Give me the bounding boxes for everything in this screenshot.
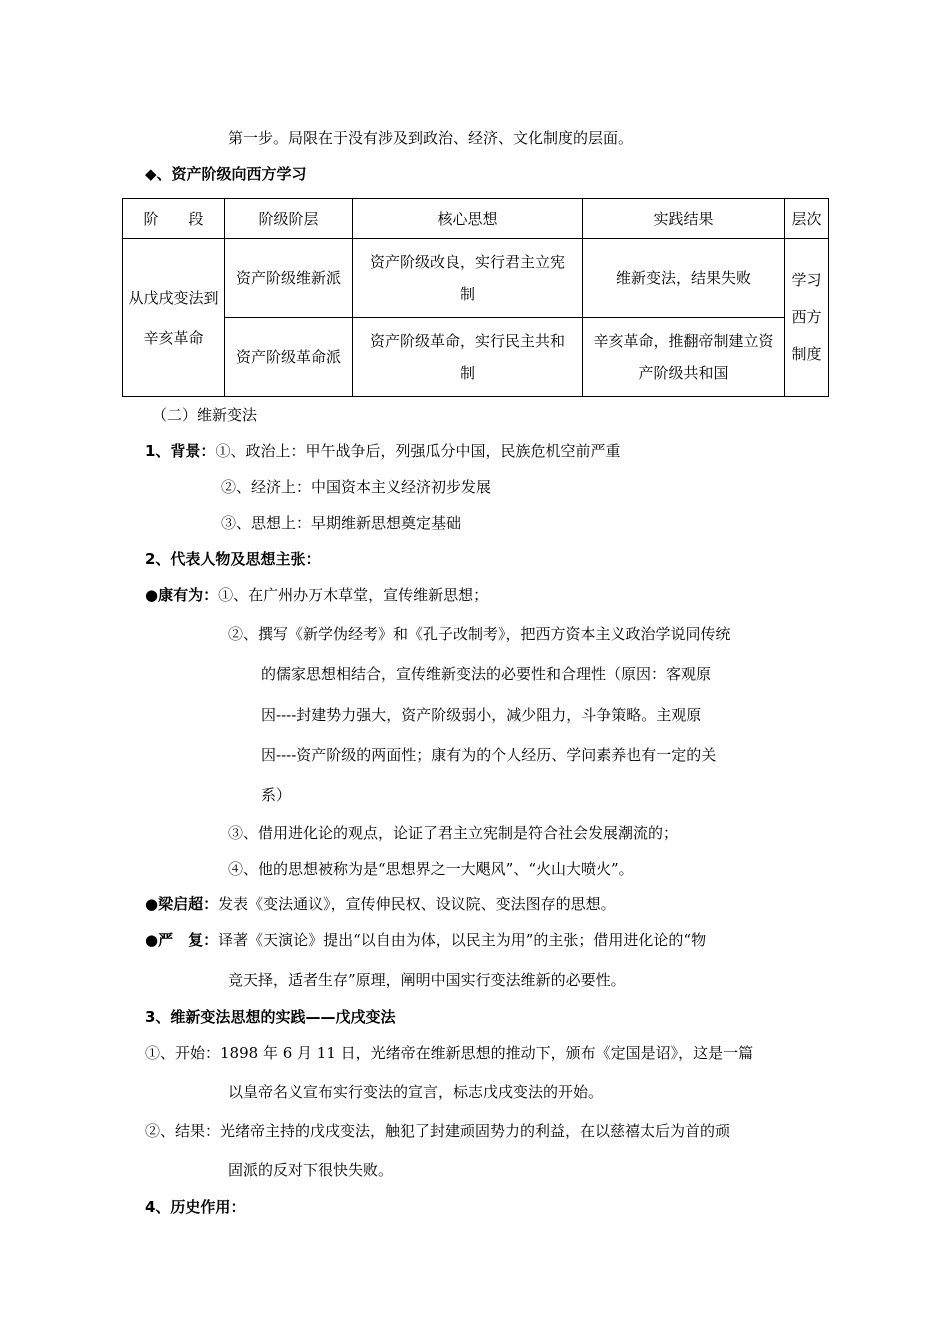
- idea-line: 制: [459, 364, 475, 382]
- liang-text: 发表《变法通议》，宣传伸民权、设议院、变法图存的思想。: [218, 895, 616, 913]
- yan-text-cont: 竞天择，适者生存”原理，阐明中国实行变法维新的必要性。: [228, 971, 626, 989]
- kang-item-cont: 因----封建势力强大，资产阶级弱小，减少阻力，斗争策略。主观原: [261, 706, 702, 724]
- cell-result: [583, 318, 785, 397]
- cell-level: [785, 239, 829, 397]
- yan-label: ●严 复：: [145, 931, 219, 949]
- cell-stage: [123, 239, 225, 397]
- cell-result: 维新变法，结果失败: [583, 239, 785, 318]
- kang-item-cont: 系）: [261, 786, 292, 804]
- kang-label: ●康有为：: [145, 586, 219, 604]
- intro-text: 第一步。局限在于没有涉及到政治、经济、文化制度的层面。: [228, 129, 634, 147]
- yan-text: 译著《天演论》提出“以自由为体，以民主为用”的主张；借用进化论的“物: [218, 931, 707, 949]
- result-line: 辛亥革命，推翻帝制建立资: [593, 332, 774, 350]
- kang-item: ③、借用进化论的观点，论证了君主立宪制是符合社会发展潮流的；: [228, 824, 679, 842]
- kang-item: ④、他的思想被称为是“思想界之一大飓风”、“火山大喷火”。: [228, 860, 634, 878]
- liang-line: [145, 894, 616, 914]
- background-item: ③、思想上：早期维新思想奠定基础: [221, 514, 462, 532]
- header-stage: 阶 段: [123, 199, 225, 239]
- cell-class: 资产阶级革命派: [225, 318, 353, 397]
- level-line: 制度: [791, 345, 822, 363]
- header-class: 阶级阶层: [225, 199, 353, 239]
- header-result: 实践结果: [583, 199, 785, 239]
- stage-line: 从戊戌变法到: [128, 288, 219, 307]
- cell-class: 资产阶级维新派: [225, 239, 353, 318]
- table-header-row: [123, 199, 829, 239]
- level-line: 西方: [791, 308, 822, 326]
- practice-start: ①、开始：1898 年 6 月 11 日，光绪帝在维新思想的推动下，颁布《定国是诏》，这是一篇: [145, 1044, 754, 1062]
- cell-idea: [353, 318, 583, 397]
- comparison-table: [122, 198, 829, 397]
- level-line: 学习: [791, 271, 822, 289]
- result-line: 产阶级共和国: [638, 364, 729, 382]
- stage-line: 辛亥革命: [143, 328, 204, 347]
- liang-label: ●梁启超：: [145, 895, 219, 913]
- table-row: [123, 318, 829, 397]
- kang-line: [145, 585, 488, 605]
- section-heading: ◆、资产阶级向西方学习: [145, 165, 307, 183]
- table-row: [123, 239, 829, 318]
- background-item: ②、经济上：中国资本主义经济初步发展: [221, 478, 492, 496]
- header-level: 层次: [785, 199, 829, 239]
- sub-heading: （二）维新变法: [152, 406, 258, 424]
- idea-line: 资产阶级革命，实行民主共和: [369, 332, 565, 350]
- background-item: ①、政治上：甲午战争后，列强瓜分中国，民族危机空前严重: [215, 442, 621, 460]
- header-idea: 核心思想: [353, 199, 583, 239]
- background-label: 1、背景：: [145, 442, 216, 460]
- background-line: [145, 441, 620, 461]
- kang-item-cont: 因----资产阶级的两面性；康有为的个人经历、学问素养也有一定的关: [261, 746, 717, 764]
- idea-line: 资产阶级改良，实行君主立宪: [369, 253, 565, 271]
- practice-result-cont: 固派的反对下很快失败。: [228, 1161, 394, 1179]
- figures-heading: 2、代表人物及思想主张：: [145, 550, 321, 568]
- impact-heading: 4、历史作用：: [145, 1198, 246, 1216]
- kang-item: ②、撰写《新学伪经考》和《孔子改制考》，把西方资本主义政治学说同传统: [228, 625, 731, 643]
- practice-start-cont: 以皇帝名义宣布实行变法的宣言，标志戊戌变法的开始。: [228, 1083, 604, 1101]
- practice-heading: 3、维新变法思想的实践——戊戌变法: [145, 1008, 396, 1026]
- yan-line: [145, 930, 706, 950]
- idea-line: 制: [459, 285, 475, 303]
- practice-result: ②、结果：光绪帝主持的戊戌变法，触犯了封建顽固势力的利益，在以慈禧太后为首的顽: [145, 1122, 731, 1140]
- cell-idea: [353, 239, 583, 318]
- kang-item-cont: 的儒家思想相结合，宣传维新变法的必要性和合理性（原因：客观原: [261, 665, 712, 683]
- kang-item: ①、在广州办万木草堂，宣传维新思想；: [218, 586, 489, 604]
